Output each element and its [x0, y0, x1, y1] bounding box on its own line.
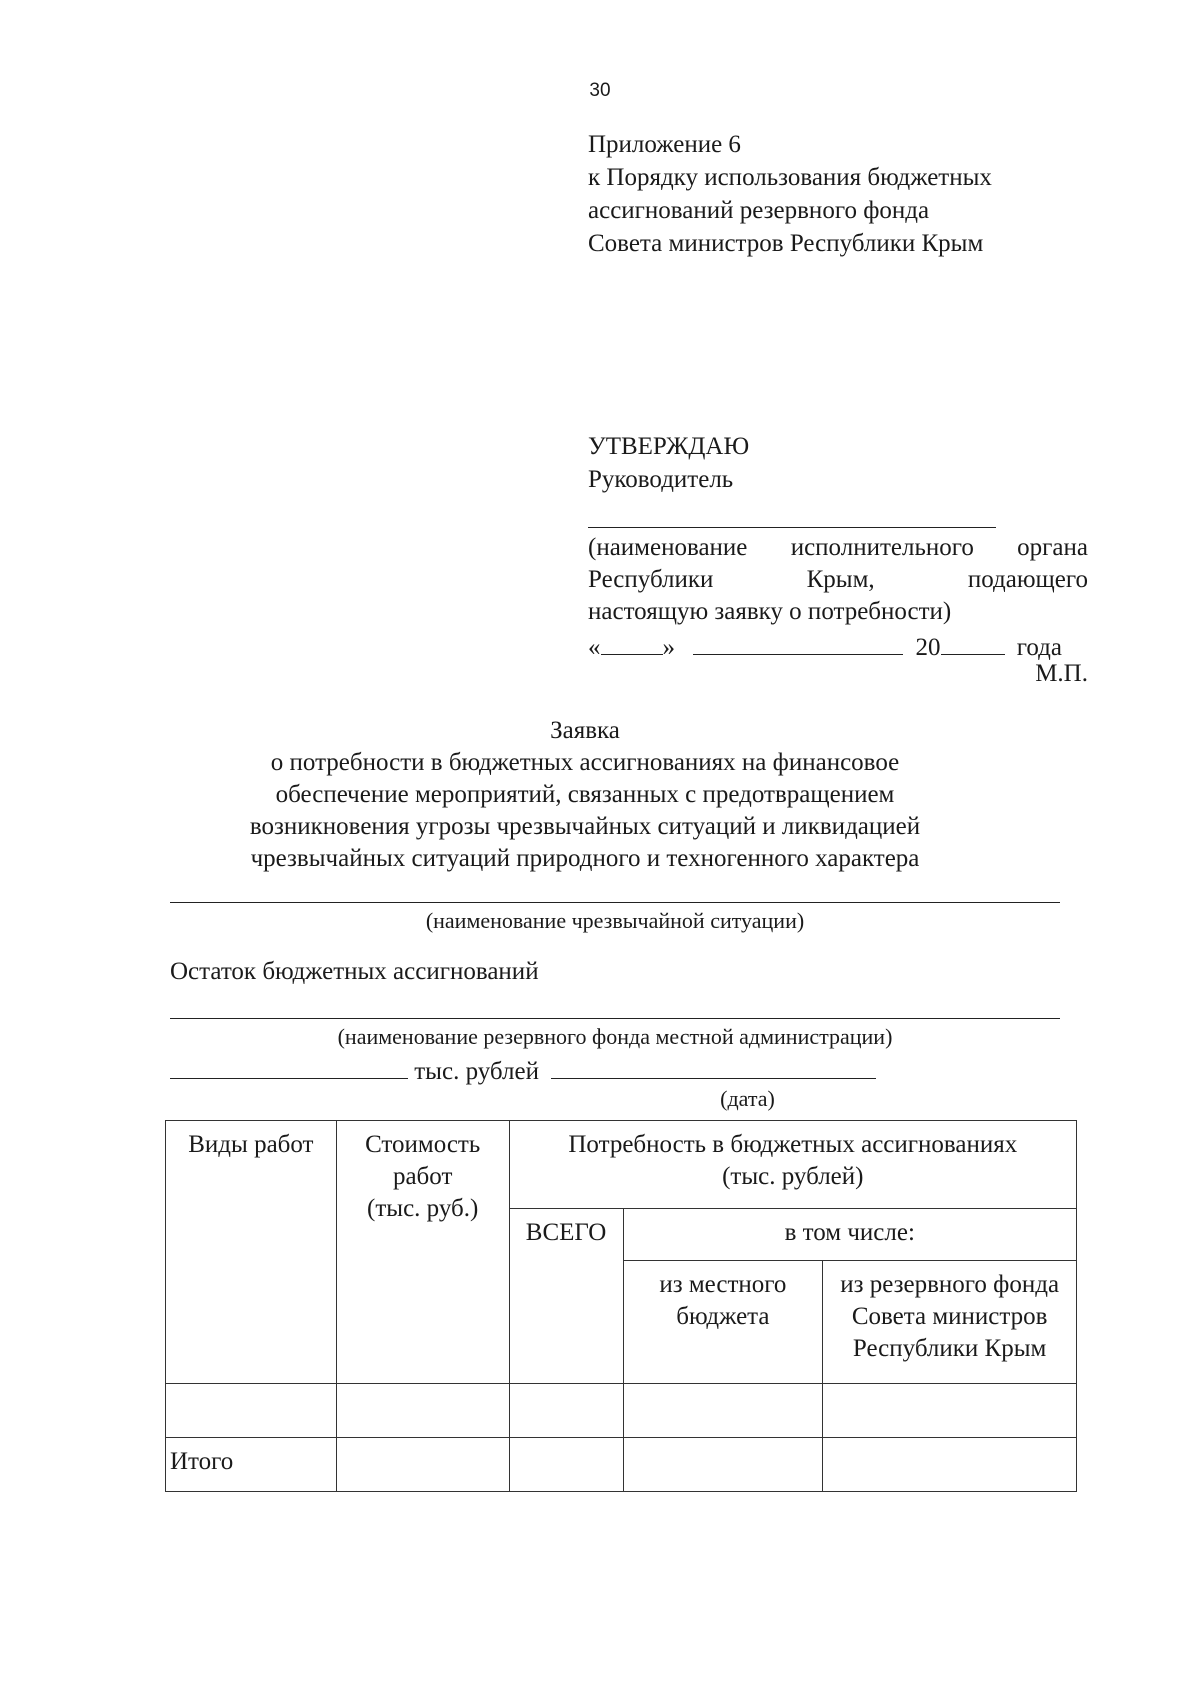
approve-heading: УТВЕРЖДАЮ: [588, 433, 750, 460]
table-row: [166, 1384, 1077, 1438]
quote-close: »: [662, 634, 675, 661]
request-title: [170, 715, 1000, 875]
header-need: Потребность в бюджетных ассигнованиях (тыс. рублей): [509, 1121, 1076, 1209]
table-cell[interactable]: [623, 1438, 823, 1492]
quote-open: «: [588, 634, 601, 661]
head-label: Руководитель: [588, 466, 734, 493]
emergency-name-line[interactable]: [170, 902, 1060, 903]
org-word: подающего: [967, 566, 1088, 593]
header-work-types: Виды работ: [166, 1121, 337, 1384]
table-cell[interactable]: [823, 1438, 1077, 1492]
date-caption: (дата): [720, 1086, 775, 1111]
appendix-line: Приложение 6: [588, 131, 741, 158]
table-cell[interactable]: [336, 1438, 509, 1492]
appendix-line: к Порядку использования бюджетных: [588, 164, 992, 191]
signature-line[interactable]: [588, 527, 996, 528]
header-cost: Стоимость работ (тыс. руб.): [336, 1121, 509, 1384]
appendix-line: Совета министров Республики Крым: [588, 230, 984, 257]
header-including: в том числе:: [623, 1209, 1076, 1261]
approval-date-line: [588, 628, 1088, 660]
title-line: возникновения угрозы чрезвычайных ситуаций и ликвидацией: [249, 813, 921, 840]
total-label: Итого: [166, 1438, 337, 1492]
table-cell[interactable]: [509, 1384, 623, 1438]
amount-blank[interactable]: [170, 1052, 408, 1079]
header-total: ВСЕГО: [509, 1209, 623, 1384]
date-blank[interactable]: [551, 1052, 876, 1079]
seal-label: М.П.: [1035, 660, 1088, 687]
year-prefix: 20: [915, 634, 941, 661]
fund-caption: (наименование резервного фонда местной администрации): [337, 1024, 893, 1049]
org-word: Республики: [588, 566, 714, 593]
title-line: о потребности в бюджетных ассигнованиях на финансовое: [270, 749, 900, 776]
table-cell[interactable]: [336, 1384, 509, 1438]
header-local-budget: из местного бюджета: [623, 1261, 823, 1384]
remainder-label: Остаток бюджетных ассигнований: [170, 958, 539, 985]
appendix-note: [588, 128, 992, 260]
table-cell[interactable]: [166, 1384, 337, 1438]
fund-name-line[interactable]: [170, 1018, 1060, 1019]
appendix-line: ассигнований резервного фонда: [588, 197, 930, 224]
title-line: обеспечение мероприятий, связанных с предотвращением: [275, 781, 895, 808]
year-blank[interactable]: [941, 628, 1005, 655]
currency-label: тыс. рублей: [414, 1058, 539, 1085]
total-row: [166, 1438, 1077, 1492]
year-suffix: года: [1016, 634, 1062, 661]
emergency-caption: (наименование чрезвычайной ситуации): [425, 908, 805, 933]
table-cell[interactable]: [509, 1438, 623, 1492]
month-blank[interactable]: [693, 628, 903, 655]
title-heading: Заявка: [550, 717, 620, 744]
table-cell[interactable]: [623, 1384, 823, 1438]
day-blank[interactable]: [601, 628, 663, 655]
table-cell[interactable]: [823, 1384, 1077, 1438]
org-line-3: настоящую заявку о потребности): [588, 598, 952, 625]
approval-block: [588, 430, 1088, 496]
org-word: Крым,: [806, 566, 875, 593]
header-reserve-fund: из резервного фонда Совета министров Республики Крым: [823, 1261, 1077, 1384]
title-line: чрезвычайных ситуаций природного и техногенного характера: [250, 845, 920, 872]
org-caption: [588, 532, 1088, 628]
org-word: исполнительного: [790, 534, 974, 561]
request-table: [165, 1120, 1077, 1492]
amount-line: [170, 1052, 876, 1086]
org-word: органа: [1017, 534, 1088, 561]
org-word: (наименование: [588, 534, 748, 561]
page-number: 30: [589, 80, 611, 101]
